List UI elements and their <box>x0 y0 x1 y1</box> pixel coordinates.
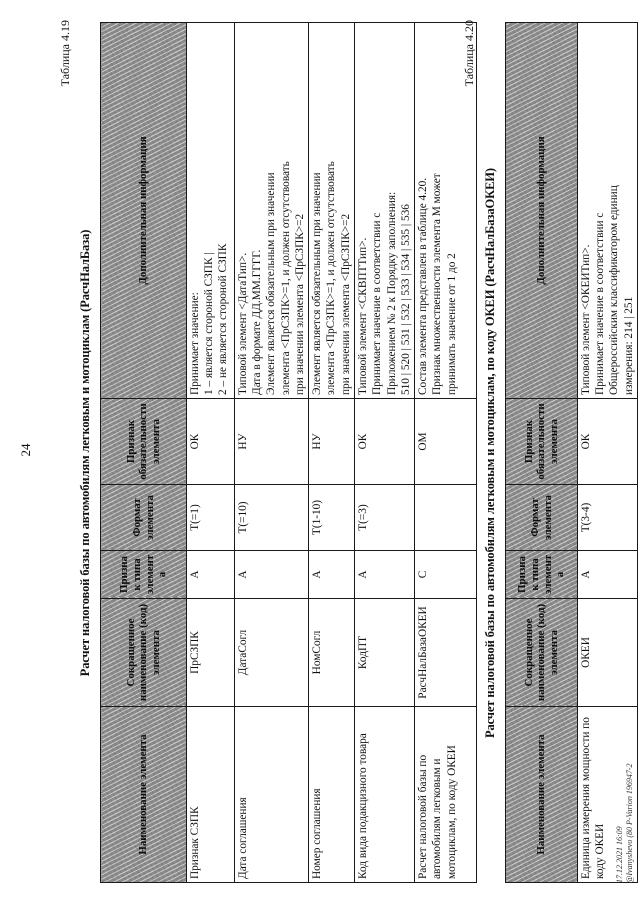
table-row <box>235 23 309 883</box>
info-line: Принимает значение в соответствии с <box>371 212 384 395</box>
col-header-code: Сокращенное наименование (код) элемента <box>506 599 578 707</box>
cell-info <box>578 23 638 399</box>
col-header-format: Формат элемента <box>506 485 578 551</box>
info-line: 1 – является стороной СЗПК | <box>203 252 216 395</box>
col-header-name: Наименование элемента <box>101 707 187 883</box>
info-line: Элемент является обязательным при значении <box>311 172 324 395</box>
cell-type: А <box>235 551 309 599</box>
cell-format: Т(1-10) <box>309 485 355 551</box>
table1-title: Расчет налоговой базы по автомобилям легковым и мотоциклам (РасчНалБаза) <box>78 229 92 677</box>
cell-code: ДатаСогл <box>235 599 309 707</box>
cell-required: ОМ <box>415 399 477 485</box>
page-number: 24 <box>18 443 33 457</box>
cell-info <box>187 23 235 399</box>
cell-info <box>309 23 355 399</box>
table-row <box>187 23 235 883</box>
cell-code: НомСогл <box>309 599 355 707</box>
info-line: Состав элемента представлен в таблице 4.20. <box>417 177 430 395</box>
cell-name: Единица измерения мощности по коду ОКЕИ <box>578 707 638 883</box>
col-header-type: Признак типа элемента <box>101 551 187 599</box>
info-line: 2 – не является стороной СЗПК <box>217 243 230 395</box>
info-line: Элемент является обязательным при значении <box>265 172 278 395</box>
info-line: 510 | 520 | 531 | 532 | 533 | 534 | 535 | 536 <box>399 204 412 395</box>
cell-format: Т(=10) <box>235 485 309 551</box>
cell-name: Признак СЗПК <box>187 707 235 883</box>
cell-required: ОК <box>578 399 638 485</box>
col-header-type: Признак типа элемента <box>506 551 578 599</box>
cell-info <box>235 23 309 399</box>
info-line: элемента <ПрСЗПК>=1, и должен отсутствовать <box>279 161 292 395</box>
cell-type: А <box>187 551 235 599</box>
table1-label: Таблица 4.19 <box>58 20 72 87</box>
info-line: Типовой элемент <СКВПТТип>. <box>357 237 370 395</box>
info-line: Типовой элемент <ОКЕИТип>. <box>580 244 592 395</box>
cell-required: НУ <box>309 399 355 485</box>
cell-format: Т(=3) <box>355 485 415 551</box>
info-line: элемента <ПрСЗПК>=1, и должен отсутствовать <box>325 161 338 395</box>
cell-required: ОК <box>187 399 235 485</box>
info-line: при значении элемента <ПрСЗПК>=2 <box>339 213 352 395</box>
cell-name: Номер соглашения <box>309 707 355 883</box>
col-header-required: Признак обязательности элемента <box>101 399 187 485</box>
col-header-info: Дополнительная информация <box>506 23 578 399</box>
cell-required: НУ <box>235 399 309 485</box>
cell-type: А <box>309 551 355 599</box>
col-header-info: Дополнительная информация <box>101 23 187 399</box>
footer-line: @Ivanyshevo (80 P-Varion 196947-2 <box>625 763 635 883</box>
info-line: Признак множественности элемента М может <box>431 173 444 395</box>
cell-name: Код вида подакцизного товара <box>355 707 415 883</box>
info-line: Принимает значение в соответствии с <box>594 212 607 395</box>
info-line: Дата в формате ДД.ММ.ГГГГ. <box>251 249 264 395</box>
info-line: при значении элемента <ПрСЗПК>=2 <box>293 213 306 395</box>
cell-type: А <box>355 551 415 599</box>
table-4-19 <box>100 22 477 883</box>
cell-name: Расчет налоговой базы по автомобилям легковым и мотоциклам, по коду ОКЕИ <box>415 707 477 883</box>
info-line: принимать значение от 1 до 2 <box>445 253 458 395</box>
cell-required: ОК <box>355 399 415 485</box>
table2-title: Расчет налоговой базы по автомобилям легковым и мотоциклам, по коду ОКЕИ (РасчНалБазаОКЕИ) <box>483 168 497 738</box>
cell-format: Т(=1) <box>187 485 235 551</box>
cell-type: С <box>415 551 477 599</box>
table2-label: Таблица 4.20 <box>462 20 476 87</box>
info-line: измерения: 214 | 251 <box>622 296 635 395</box>
info-line: Принимает значение: <box>189 292 201 395</box>
cell-info <box>355 23 415 399</box>
cell-code: ОКЕИ <box>578 599 638 707</box>
cell-format <box>415 485 477 551</box>
col-header-required: Признак обязательности элемента <box>506 399 578 485</box>
cell-code: ПрСЗПК <box>187 599 235 707</box>
table-row <box>309 23 355 883</box>
cell-type: А <box>578 551 638 599</box>
col-header-name: Наименование элемента <box>506 707 578 883</box>
col-header-code: Сокращенное наименование (код) элемента <box>101 599 187 707</box>
footer-stamp <box>615 583 636 883</box>
cell-name: Дата соглашения <box>235 707 309 883</box>
info-line: Общероссийским классификатором единиц <box>608 185 621 395</box>
table-row <box>355 23 415 883</box>
cell-format: Т(3-4) <box>578 485 638 551</box>
cell-code: КодПТ <box>355 599 415 707</box>
info-line: Приложением № 2 к Порядку заполнения: <box>385 191 398 395</box>
footer-line: 17.12.2021 16:09 <box>615 826 624 883</box>
info-line: Типовой элемент <ДатаТип>. <box>237 252 249 395</box>
col-header-format: Формат элемента <box>101 485 187 551</box>
cell-code: РасчНалБазаОКЕИ <box>415 599 477 707</box>
